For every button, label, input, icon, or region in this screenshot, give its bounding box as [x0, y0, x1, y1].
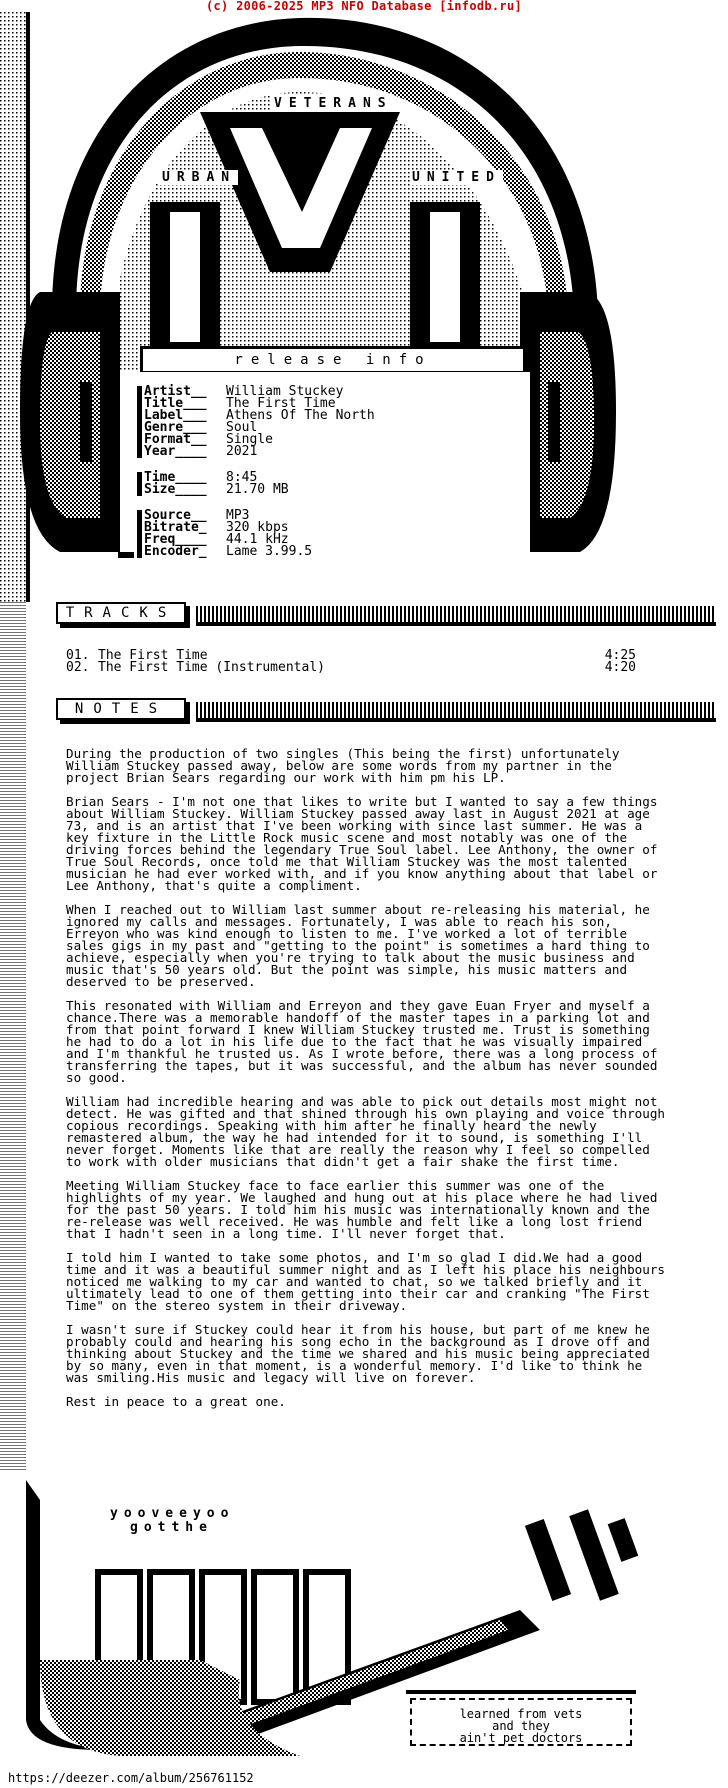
- release-fields: [144, 386, 375, 458]
- notes-body: [66, 748, 666, 1420]
- notes-paragraph: William had incredible hearing and was able to pick out details most might not detect. He was gifted and that shined through his own playing and voice through copious recordings. Speaking with him after he finally heard the newly remastered album, the way he had intended for it to sound, is something I'll never forget. Moments like that are really the reason why I feel so compelled to work with older musicians that didn't get a fair shake the first time.: [66, 1094, 665, 1169]
- footer-ascii-art: [0, 1480, 728, 1760]
- field-value: 21.70 MB: [226, 482, 289, 497]
- track-title: The First Time (Instrumental): [98, 660, 325, 675]
- field-value: MP3: [226, 508, 250, 523]
- track-row: [66, 662, 636, 674]
- fields-bar: [137, 510, 142, 558]
- field-key: Year____: [144, 444, 207, 459]
- footer-line1: yooveeyoo: [110, 1506, 235, 1521]
- track-number: 01.: [66, 648, 90, 663]
- field-row: [144, 546, 312, 558]
- field-key: Freq____: [144, 532, 207, 547]
- field-key: Artist__: [144, 384, 207, 399]
- track-title: The First Time: [98, 648, 208, 663]
- notes-heading: NOTES: [56, 698, 186, 720]
- footer-line2: gotthe: [130, 1520, 213, 1535]
- field-row: [144, 484, 289, 496]
- tracks-heading: TRACKS: [56, 602, 186, 624]
- fields-bar: [137, 386, 142, 458]
- field-key: Time____: [144, 470, 207, 485]
- notes-paragraph: Meeting William Stuckey face to face earlier this summer was one of the highlights of my year. We laughed and hung out at his place where he had lived for the past 50 years. I told him his music was internationally known and the re-release was well received. He was humble and felt like a long lost friend that I hadn't seen in a long time. I'll never forget that.: [66, 1178, 658, 1241]
- notes-paragraph: This resonated with William and Erreyon and they gave Euan Fryer and myself a chance.There was a memorable handoff of the master tapes in a parking lot and from that point forward I knew William Stuckey trusted me. Trust is something he had to do a lot in his life due to the fact that he was visually impaired and I'm thankful he trusted us. As I wrote before, there was a long process of transferring the tapes, but it was successful, and the album has never sounded so good.: [66, 998, 658, 1085]
- header-underline: [196, 718, 716, 722]
- tracks-list: [66, 650, 636, 674]
- notes-section-header: [56, 698, 656, 722]
- word-veterans: VETERANS: [274, 96, 393, 111]
- field-key: Format__: [144, 432, 207, 447]
- field-value: Lame 3.99.5: [226, 544, 313, 559]
- field-value: Single: [226, 432, 273, 447]
- notes-paragraph: When I reached out to William last summer about re-releasing his material, he ignored my calls and messages. Fortunately, I was able to reach his son, Erreyon who was kind enough to listen to me. I've worked a lot of terrible sales gigs in my past and "getting to the point" is sometimes a hard thing to achieve, especially when you're trying to talk about the music business and music that's 50 years old. But the point was simple, his music matters and deserved to be preserved.: [66, 902, 650, 989]
- field-value: William Stuckey: [226, 384, 344, 399]
- track-duration: 4:20: [604, 660, 636, 675]
- slogan-line: learned from vets: [459, 1707, 583, 1721]
- header-stripe: [196, 606, 716, 622]
- field-key: Source__: [144, 508, 207, 523]
- notes-paragraph: I wasn't sure if Stuckey could hear it from his house, but part of me knew he probably could and hearing his song echo in the background as I drove off and thinking about Stuckey and the time we shared and his music being appreciated by so many, even in that moment, is a wonderful memory. I'd like to think he was smiling.His music and legacy will live on forever.: [66, 1322, 650, 1385]
- release-info-title: release info: [234, 352, 432, 368]
- field-key: Title___: [144, 396, 207, 411]
- footer-big-word: [104, 1576, 354, 1696]
- notes-paragraph: I told him I wanted to take some photos, and I'm so glad I did.We had a good time and it was a beautiful summer night and as I left his place his neighbours noticed me walking to my car and wanted to chat, so we talked briefly and it ultimately lead to one of them getting into their car and cranking "The First Time" on the stereo system in their driveway.: [66, 1250, 665, 1313]
- slogan-line: and they: [492, 1719, 550, 1733]
- notes-paragraph: During the production of two singles (This being the first) unfortunately William Stuckey passed away, below are some words from my partner in the project Brian Sears regarding our work with him pm his LP.: [66, 746, 620, 785]
- notes-paragraph: Brian Sears - I'm not one that likes to write but I wanted to say a few things about William Stuckey. William Stuckey passed away last in August 2021 at age 73, and is an artist that I've been working with since last summer. He was a key fixture in the Little Rock music scene and most notably was one of the driving forces behind the legendary True Soul label. Lee Anthony, the owner of True Soul Records, once told me that William Stuckey was the most talented musician he had ever worked with, and if you know anything about that label or Lee Anthony, that's quite a compliment.: [66, 794, 658, 893]
- field-value: Soul: [226, 420, 258, 435]
- source-link[interactable]: https://deezer.com/album/256761152: [8, 1771, 254, 1785]
- size-fields: [144, 472, 289, 496]
- field-key: Genre___: [144, 420, 207, 435]
- word-urban: URBAN: [162, 170, 237, 185]
- fields-bar: [137, 472, 142, 496]
- field-value: 8:45: [226, 470, 258, 485]
- tracks-section-header: [56, 602, 656, 626]
- track-number: 02.: [66, 660, 90, 675]
- field-key: Encoder_: [144, 544, 207, 559]
- field-key: Size____: [144, 482, 207, 497]
- notes-paragraph: Rest in peace to a great one.: [66, 1394, 286, 1409]
- word-united: UNITED: [412, 170, 501, 185]
- header-stripe: [196, 702, 716, 718]
- field-value: The First Time: [226, 396, 336, 411]
- field-key: Label___: [144, 408, 207, 423]
- field-key: Bitrate_: [144, 520, 207, 535]
- field-value: Athens Of The North: [226, 408, 375, 423]
- slogan-box: [410, 1698, 632, 1746]
- tech-fields: [144, 510, 312, 558]
- slogan-line: ain't pet doctors: [459, 1731, 583, 1745]
- release-info-header: [140, 346, 526, 374]
- header-underline: [196, 622, 716, 626]
- field-value: 44.1 kHz: [226, 532, 289, 547]
- field-row: [144, 446, 375, 458]
- left-rail: [0, 602, 26, 1472]
- field-value: 2021: [226, 444, 258, 459]
- field-value: 320 kbps: [226, 520, 289, 535]
- track-duration: 4:25: [604, 648, 636, 663]
- copyright-text: (c) 2006-2025 MP3 NFO Database [infodb.ru]: [205, 0, 523, 13]
- copyright-banner: [0, 0, 728, 12]
